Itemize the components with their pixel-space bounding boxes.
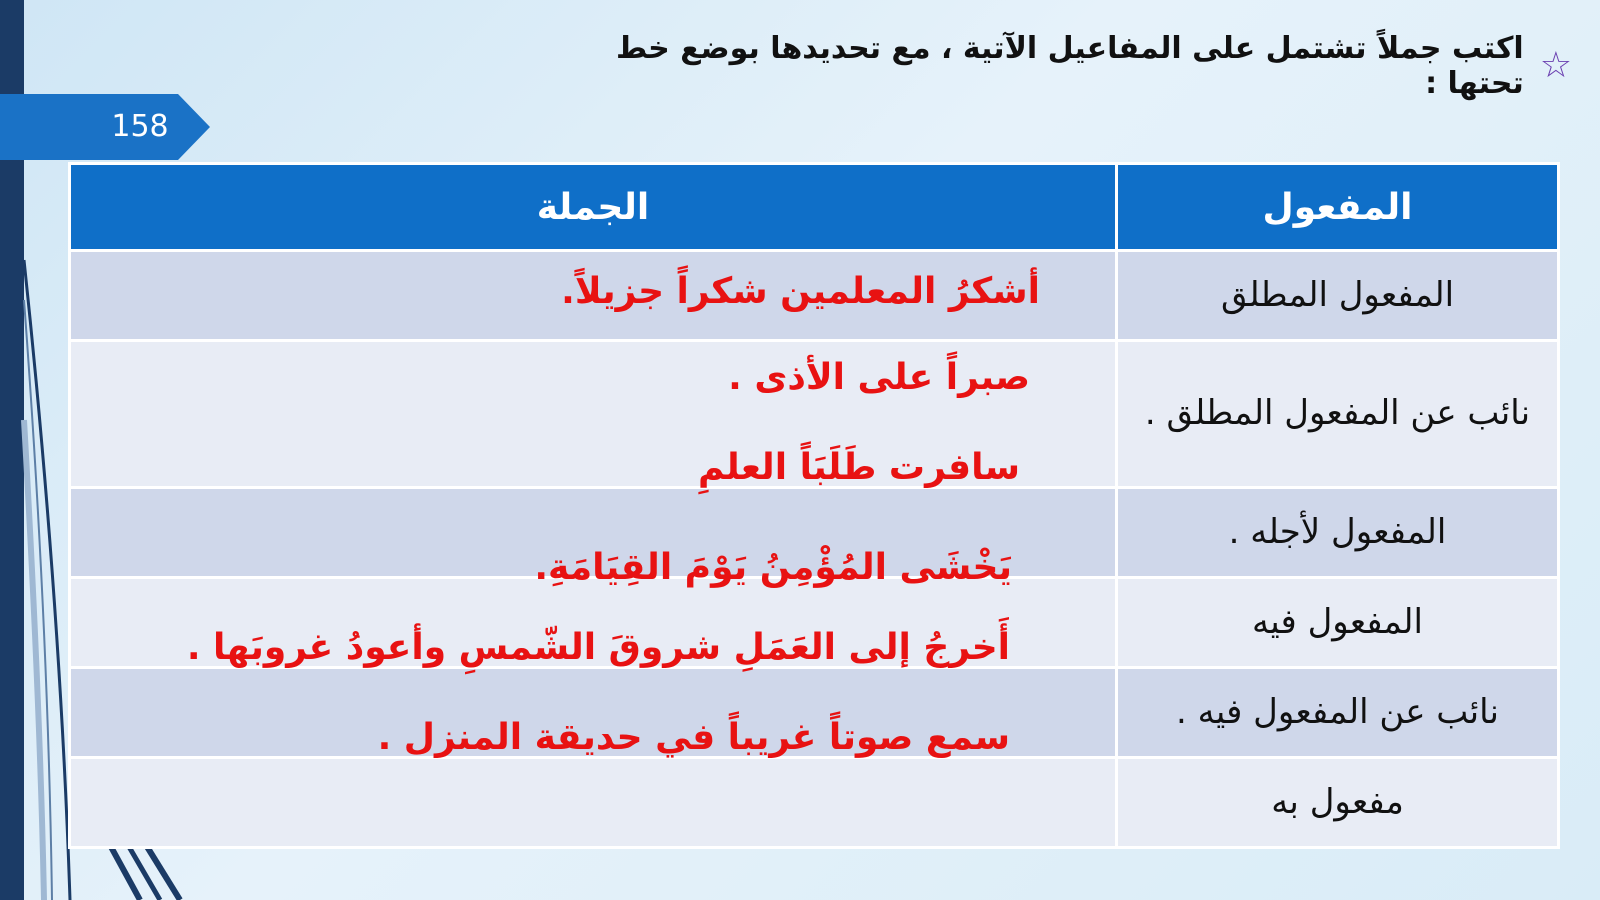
row-type-cell: مفعول به [1117,758,1559,848]
answer-line: أشكرُ المعلمين شكراً جزيلاً. [561,271,1040,312]
answer-line: سافرت طَلَبَاً العلمِ [697,447,1020,488]
row-type-cell: المفعول لأجله . [1117,488,1559,578]
instruction-text: اكتب جملاً تشتمل على المفاعيل الآتية ، مع تحديدها بوضع خط تحتها : [616,31,1524,101]
row-type-cell: نائب عن المفعول المطلق . [1117,340,1559,487]
row-type-cell: المفعول المطلق [1117,251,1559,341]
instruction-line [572,31,1572,101]
star-icon: ☆ [1539,45,1572,86]
header-object-type: المفعول [1117,164,1559,251]
answers-overlay [80,255,1040,845]
row-type-cell: المفعول فيه [1117,578,1559,668]
answer-line: يَخْشَى المُؤْمِنُ يَوْمَ القِيَامَةِ. [534,547,1012,588]
page-number: 158 [111,109,169,144]
answer-line: سمع صوتاً غريباً في حديقة المنزل . [377,717,1010,758]
row-type-cell: نائب عن المفعول فيه . [1117,668,1559,758]
table-header-row [70,164,1559,251]
answer-line: أَخرجُ إلى العَمَلِ شروقَ الشّمسِ وأعودُ غروبَها . [186,627,1010,668]
answer-line: صبراً على الأذى . [728,357,1030,398]
header-sentence: الجملة [70,164,1117,251]
